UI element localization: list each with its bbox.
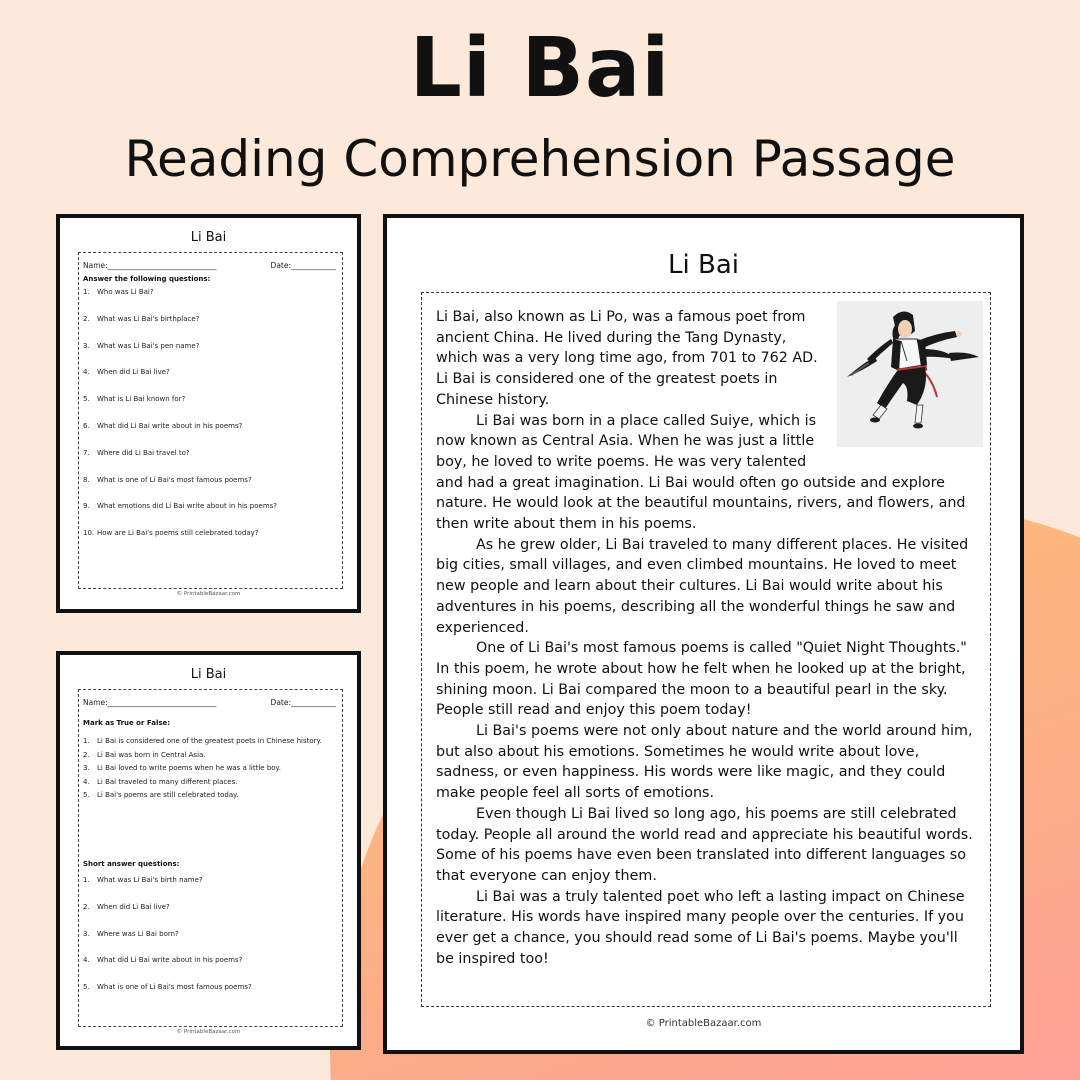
question-number: 4. — [83, 777, 90, 786]
question-text: Li Bai loved to write poems when he was a little boy. — [97, 764, 281, 772]
question-text: What emotions did Li Bai write about in his poems? — [97, 502, 278, 511]
question-text: What did Li Bai write about in his poems? — [97, 422, 243, 430]
question-item — [83, 764, 281, 772]
question-item — [83, 315, 199, 323]
question-text: Li Bai was born in Central Asia. — [97, 750, 206, 759]
question-number: 5. — [83, 395, 90, 404]
question-number: 1. — [83, 288, 90, 296]
question-item — [83, 449, 190, 457]
passage-footer: © PrintableBazaar.com — [645, 1018, 762, 1029]
date-label: Date:____________ — [270, 261, 336, 270]
question-number: 2. — [83, 314, 90, 323]
page-subtitle: Reading Comprehension Passage — [124, 130, 956, 188]
question-item — [83, 983, 252, 991]
question-text: What is Li Bai known for? — [97, 395, 186, 404]
question-item — [83, 903, 170, 911]
question-number: 2. — [83, 902, 90, 911]
worksheet-true-false-preview[interactable] — [56, 651, 361, 1050]
question-item — [83, 791, 239, 799]
question-text: Li Bai is considered one of the greatest poets in Chinese history. — [97, 737, 322, 745]
question-number: 5. — [83, 983, 90, 992]
question-item — [83, 737, 322, 745]
question-number: 8. — [83, 475, 90, 484]
question-item — [83, 751, 206, 759]
question-number: 6. — [83, 422, 90, 430]
question-item — [83, 422, 242, 430]
question-number: 3. — [83, 341, 90, 350]
passage-paragraph: Li Bai was born in a place called Suiye, which is now known as Central Asia. When he was just a little boy, he loved to write poems. He was very talented and had a great imagination. Li Bai would often go outside and explore nature. He would look at the beautiful mountains, rivers, and flowers, and then write about them in his poems. — [436, 412, 966, 533]
question-number: 2. — [83, 750, 90, 759]
question-text: What was Li Bai's birthplace? — [97, 314, 200, 323]
instructions: Answer the following questions: — [83, 275, 211, 283]
li-bai-illustration — [837, 301, 983, 447]
passage-paragraph: One of Li Bai's most famous poems is called "Quiet Night Thoughts." In this poem, he wrote about how he felt when he looked up at the bright, shining moon. Li Bai compared the moon to a beautiful pearl in the sky. People still read and enjoy this poem today! — [436, 640, 967, 719]
question-item — [83, 368, 170, 376]
worksheet-border — [78, 252, 343, 589]
question-text: When did Li Bai live? — [97, 902, 170, 911]
question-text: Where was Li Bai born? — [97, 929, 179, 938]
question-number: 5. — [83, 791, 90, 799]
question-text: How are Li Bai's poems still celebrated today? — [97, 529, 259, 538]
reading-passage-sheet[interactable] — [383, 214, 1024, 1054]
question-text: What is one of Li Bai's most famous poems? — [97, 983, 252, 992]
passage-paragraph: Li Bai's poems were not only about nature and the world around him, but also about his emotions. Sometimes he would write about love, sadness, or even happiness. His words were like magic, and they could make people feel all sorts of emotions. — [436, 723, 973, 802]
name-date-line — [83, 261, 336, 270]
question-number: 3. — [83, 929, 90, 938]
passage-box — [421, 292, 991, 1007]
question-item — [83, 930, 179, 938]
worksheet-border — [78, 689, 343, 1027]
worksheet-footer: © PrintableBazaar.com — [176, 591, 241, 597]
question-item — [83, 778, 237, 786]
passage-paragraph: Li Bai, also known as Li Po, was a famous poet from ancient China. He lived during the Tang Dynasty, which was a very long time ago, from 701 to 762 AD. Li Bai is considered one of the greatest poets in Chinese history. — [436, 309, 818, 408]
worksheet-questions-preview[interactable] — [56, 214, 361, 613]
question-number: 1. — [83, 876, 90, 884]
question-number: 10. — [83, 529, 95, 538]
question-text: What did Li Bai write about in his poems? — [97, 956, 243, 965]
question-item — [83, 956, 242, 964]
question-text: What is one of Li Bai's most famous poems? — [97, 475, 252, 484]
question-number: 9. — [83, 502, 90, 511]
true-false-instructions: Mark as True or False: — [83, 719, 171, 727]
question-text: Who was Li Bai? — [97, 288, 154, 296]
short-answer-instructions: Short answer questions: — [83, 860, 180, 868]
name-date-line — [83, 698, 336, 707]
question-item — [83, 876, 203, 884]
question-text: Li Bai's poems are still celebrated today. — [97, 791, 239, 799]
question-text: When did Li Bai live? — [97, 368, 170, 377]
question-item — [83, 502, 277, 510]
passage-paragraph: Even though Li Bai lived so long ago, his poems are still celebrated today. People all around the world read and appreciate his beautiful words. Some of his poems have even been translated into different languages so that everyone can enjoy them. — [436, 805, 973, 884]
question-number: 3. — [83, 764, 90, 772]
passage-title: Li Bai — [668, 250, 739, 280]
question-text: Where did Li Bai travel to? — [97, 448, 190, 457]
question-text: Li Bai traveled to many different places. — [97, 777, 238, 786]
worksheet-footer: © PrintableBazaar.com — [176, 1029, 241, 1035]
worksheet-title: Li Bai — [190, 667, 227, 682]
question-item — [83, 476, 252, 484]
question-number: 7. — [83, 448, 90, 457]
question-item — [83, 342, 199, 350]
question-number: 4. — [83, 956, 90, 965]
name-label: Name:_____________________________ — [83, 261, 217, 270]
worksheet-title: Li Bai — [190, 230, 227, 245]
question-text: What was Li Bai's birth name? — [97, 876, 203, 884]
page-title: Li Bai — [409, 21, 671, 116]
question-item — [83, 395, 185, 403]
question-item — [83, 529, 258, 537]
date-label: Date:____________ — [270, 698, 336, 707]
question-text: What was Li Bai's pen name? — [97, 341, 200, 350]
question-number: 4. — [83, 368, 90, 377]
question-item — [83, 288, 154, 296]
passage-paragraph: Li Bai was a truly talented poet who left a lasting impact on Chinese literature. His words have inspired many people over the centuries. If you ever get a chance, you should read some of Li Bai's poems. Maybe you'll be inspired too! — [436, 888, 965, 967]
question-number: 1. — [83, 737, 90, 745]
name-label: Name:_____________________________ — [83, 698, 217, 707]
passage-paragraph: As he grew older, Li Bai traveled to many different places. He visited big cities, small villages, and even climbed mountains. He loved to meet new people and learn about their cultures. Li Bai would write about his adventures in his poems, describing all the wonderful things he saw and experienced. — [436, 536, 969, 636]
